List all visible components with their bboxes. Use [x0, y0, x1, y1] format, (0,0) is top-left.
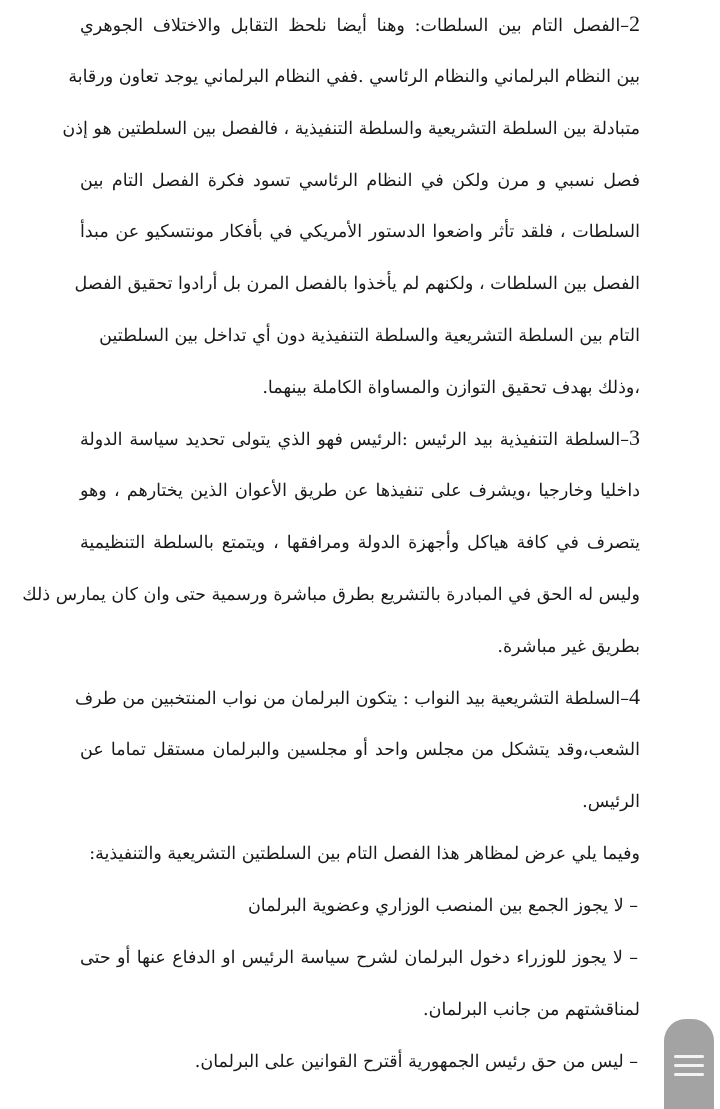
text-line: الفصل بين السلطات ، ولكنهم لم يأخذوا بالفصل المرن بل أرادوا تحقيق الفصل — [74, 274, 640, 294]
item-number: 3 — [629, 425, 640, 450]
text-line: داخليا وخارجيا ،ويشرف على تنفيذها عن طريق الأعوان الذين يختارهم ، وهو — [80, 481, 640, 501]
text-line: متبادلة بين السلطة التشريعية والسلطة التنفيذية ، فالفصل بين السلطتين هو إذن — [62, 119, 640, 139]
text-line: 3–السلطة التنفيذية بيد الرئيس :الرئيس فهو الذي يتولى تحديد سياسة الدولة — [80, 425, 640, 450]
text-line: الرئيس. — [582, 792, 640, 812]
item-number: 4 — [629, 684, 640, 709]
text-line: الشعب،وقد يتشكل من مجلس واحد أو مجلسين والبرلمان مستقل تماما عن — [80, 740, 640, 760]
bullet-item: – لا يجوز للوزراء دخول البرلمان لشرح سياسة الرئيس او الدفاع عنها أو حتى — [80, 948, 638, 968]
text-line: يتصرف في كافة هياكل وأجهزة الدولة ومرافقها ، ويتمتع بالسلطة التنظيمية — [80, 533, 640, 553]
text-line: وليس له الحق في المبادرة بالتشريع بطرق مباشرة ورسمية حتى وان كان يمارس ذلك — [22, 585, 640, 605]
text-line: بين النظام البرلماني والنظام الرئاسي .ففي النظام البرلماني يوجد تعاون ورقابة — [68, 67, 640, 87]
bullet-item: – لا يجوز الجمع بين المنصب الوزاري وعضوية البرلمان — [247, 896, 638, 916]
text-line: 4–السلطة التشريعية بيد النواب : يتكون البرلمان من نواب المنتخبين من طرف — [75, 684, 640, 709]
text-line: بطريق غير مباشرة. — [497, 637, 640, 657]
text-line: لمناقشتهم من جانب البرلمان. — [423, 1000, 640, 1020]
text-line: التام بين السلطة التشريعية والسلطة التنفيذية دون أي تداخل بين السلطتين — [99, 326, 640, 346]
item-number: 2 — [629, 11, 640, 36]
text-line: 2–الفصل التام بين السلطات: وهنا أيضا نلحظ التقابل والاختلاف الجوهري — [80, 11, 640, 36]
scroll-handle[interactable] — [664, 1019, 714, 1109]
text-line: وفيما يلي عرض لمظاهر هذا الفصل التام بين السلطتين التشريعية والتنفيذية: — [89, 844, 640, 864]
bullet-item: – ليس من حق رئيس الجمهورية أقترح القوانين على البرلمان. — [194, 1052, 638, 1072]
text-line: السلطات ، فلقد تأثر واضعوا الدستور الأمريكي في بأفكار مونتسكيو عن مبدأ — [80, 222, 640, 242]
text-line: ،وذلك بهدف تحقيق التوازن والمساواة الكاملة بينهما. — [262, 378, 640, 398]
text-line: فصل نسبي و مرن ولكن في النظام الرئاسي تسود فكرة الفصل التام بين — [80, 171, 640, 191]
